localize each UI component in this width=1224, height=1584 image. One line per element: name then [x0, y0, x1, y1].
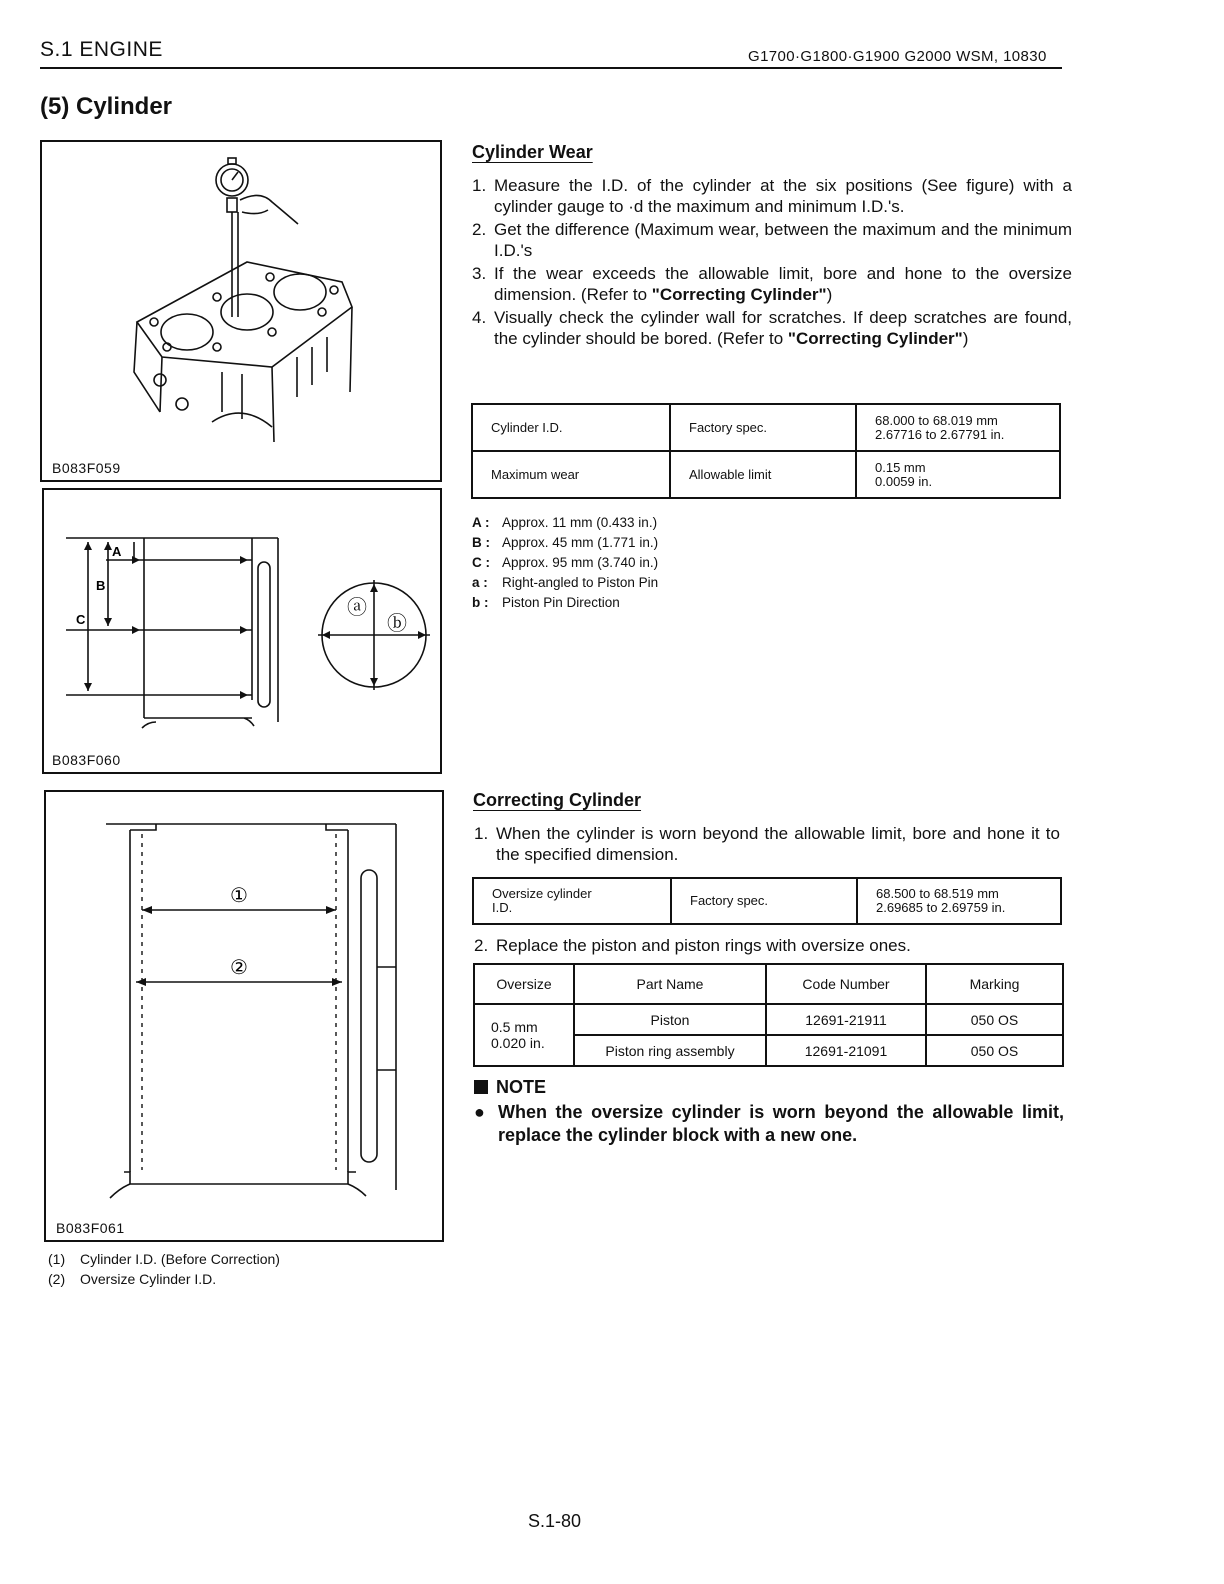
table-cell: 12691-21091: [766, 1035, 926, 1066]
figure-code: B083F060: [52, 752, 121, 768]
table-cell: Maximum wear: [472, 451, 670, 498]
table-cell: 12691-21911: [766, 1004, 926, 1035]
measuring-positions-diagram: [44, 490, 440, 740]
label-C: C: [76, 612, 86, 627]
header-rule: [40, 67, 1062, 69]
dot-bullet-icon: ●: [474, 1102, 485, 1122]
dimension-legend: [472, 513, 658, 613]
legend-item: b : Piston Pin Direction: [472, 595, 620, 610]
legend-item: B : Approx. 45 mm (1.771 in.): [472, 535, 659, 550]
oversize-spec-table: [472, 877, 1062, 925]
table-cell: 050 OS: [926, 1035, 1063, 1066]
list-item: 1. When the cylinder is worn beyond the allowable limit, bore and hone it to the specified dimension.: [474, 824, 1060, 864]
figure-caption: [48, 1249, 280, 1289]
legend-item: a : Right-angled to Piston Pin: [472, 575, 659, 590]
table-row: [474, 1004, 1063, 1035]
oversize-correction-diagram: [46, 792, 442, 1212]
label-A: A: [112, 544, 122, 559]
table-cell: 68.500 to 68.519 mm 2.69685 to 2.69759 in.: [857, 878, 1061, 924]
correcting-cylinder-heading: Correcting Cylinder: [473, 790, 642, 810]
table-row: [472, 451, 1060, 498]
table-cell: Oversize cylinder I.D.: [473, 878, 671, 924]
table-cell: Piston ring assembly: [574, 1035, 766, 1066]
label-one: ①: [230, 883, 248, 907]
label-a: ⓐ: [347, 595, 367, 619]
figure-code: B083F061: [56, 1220, 125, 1236]
cylinder-gauge-illustration: [42, 142, 440, 442]
table-cell: 68.000 to 68.019 mm 2.67716 to 2.67791 in.: [856, 404, 1060, 451]
cylinder-wear-spec-table: [471, 403, 1061, 499]
table-cell: Cylinder I.D.: [472, 404, 670, 451]
table-cell: Piston: [574, 1004, 766, 1035]
label-B: B: [96, 578, 106, 593]
list-item: 3. If the wear exceeds the allowable limit, bore and hone to the oversize dimension. (Refer to "Correcting Cylinder"): [472, 264, 1072, 304]
table-row: [472, 404, 1060, 451]
caption-item: (2) Oversize Cylinder I.D.: [48, 1271, 217, 1287]
list-item: 4. Visually check the cylinder wall for scratches. If deep scratches are found, the cylinder should be bored. (Refer to "Correcting Cylinder"): [472, 308, 1072, 348]
cross-reference: "Correcting Cylinder": [651, 285, 827, 304]
column-header: Code Number: [766, 964, 926, 1004]
table-row: [473, 878, 1061, 924]
column-header: Part Name: [574, 964, 766, 1004]
cylinder-wear-heading: Cylinder Wear: [472, 142, 593, 162]
caption-item: (1) Cylinder I.D. (Before Correction): [48, 1251, 280, 1267]
legend-item: A : Approx. 11 mm (0.433 in.): [472, 515, 658, 530]
list-item: 2. Get the difference (Maximum wear, between the maximum and the minimum I.D.'s: [472, 220, 1072, 260]
page-title: (5) Cylinder: [40, 93, 173, 120]
table-cell: 0.5 mm 0.020 in.: [474, 1004, 574, 1066]
label-two: ②: [230, 955, 248, 979]
square-bullet-icon: [474, 1080, 488, 1094]
figure-code: B083F059: [52, 460, 121, 476]
figure-measuring-positions: [42, 488, 442, 774]
section-header: S.1 ENGINE: [40, 38, 163, 61]
table-header-row: [474, 964, 1063, 1004]
oversize-parts-table: [473, 963, 1064, 1067]
table-cell: Factory spec.: [670, 404, 856, 451]
table-cell: 0.15 mm 0.0059 in.: [856, 451, 1060, 498]
label-b: ⓑ: [387, 611, 407, 635]
model-header: G1700·G1800·G1900 G2000 WSM, 10830: [748, 48, 1047, 65]
column-header: Marking: [926, 964, 1063, 1004]
cross-reference: "Correcting Cylinder": [787, 329, 963, 348]
note-heading: NOTE: [474, 1077, 546, 1098]
legend-item: C : Approx. 95 mm (3.740 in.): [472, 555, 659, 570]
cylinder-wear-steps: [472, 175, 1072, 349]
table-cell: Allowable limit: [670, 451, 856, 498]
figure-oversize-correction: [44, 790, 444, 1242]
column-header: Oversize: [474, 964, 574, 1004]
figure-cylinder-gauge: [40, 140, 442, 482]
table-cell: 050 OS: [926, 1004, 1063, 1035]
page-number: S.1-80: [528, 1511, 582, 1531]
list-item: 1. Measure the I.D. of the cylinder at the six positions (See figure) with a cylinder gauge to ·d the maximum and minimum I.D.'s.: [472, 176, 1072, 216]
table-cell: Factory spec.: [671, 878, 857, 924]
note-body: ● When the oversize cylinder is worn beyond the allowable limit, replace the cylinder block with a new one.: [474, 1102, 1064, 1145]
list-item: 2. Replace the piston and piston rings with oversize ones.: [474, 936, 911, 955]
